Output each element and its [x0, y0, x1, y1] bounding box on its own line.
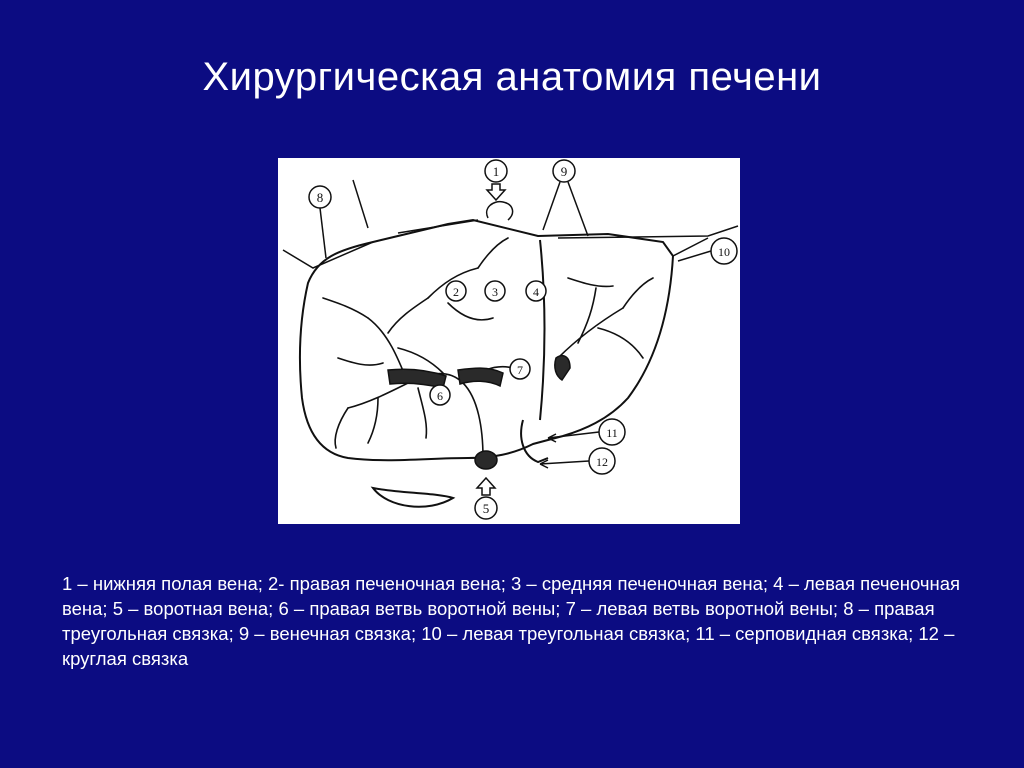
- svg-text:9: 9: [560, 164, 568, 179]
- svg-text:8: 8: [316, 190, 324, 205]
- callouts: [309, 160, 737, 519]
- svg-text:10: 10: [718, 245, 730, 259]
- svg-text:5: 5: [482, 501, 490, 516]
- callout-1: [485, 160, 507, 200]
- callout-2: [446, 281, 466, 301]
- callout-4: [526, 281, 546, 301]
- svg-text:2: 2: [453, 285, 459, 299]
- callout-10: [678, 238, 737, 264]
- callout-6: [430, 385, 450, 405]
- callout-12: [540, 448, 615, 474]
- callout-5: [475, 478, 497, 519]
- svg-text:6: 6: [437, 389, 443, 403]
- ligament-lines: [283, 180, 738, 268]
- slide-title: Хирургическая анатомия печени: [202, 55, 822, 99]
- callout-7: [510, 359, 530, 379]
- callout-9: [543, 160, 588, 236]
- liver-anatomy-diagram: [278, 158, 740, 524]
- svg-text:11: 11: [606, 426, 618, 440]
- svg-text:7: 7: [517, 363, 523, 377]
- figure-legend: 1 – нижняя полая вена; 2- правая печеночная вена; 3 – средняя печеночная вена; 4 – левая печеночная вена; 5 – воротная вена; 6 – правая ветвь воротной вены; 7 – левая ветвь воротной вены; 8 – правая треугольная связка; 9 – венечная связка; 10 – левая треугольная связка; 11 – серповидная связка; 12 – круглая связка: [62, 573, 961, 669]
- svg-text:12: 12: [596, 455, 608, 469]
- svg-text:3: 3: [492, 285, 498, 299]
- svg-text:1: 1: [492, 164, 500, 179]
- callout-3: [485, 281, 505, 301]
- svg-text:4: 4: [533, 285, 539, 299]
- callout-11: [548, 419, 625, 445]
- callout-8: [309, 186, 331, 258]
